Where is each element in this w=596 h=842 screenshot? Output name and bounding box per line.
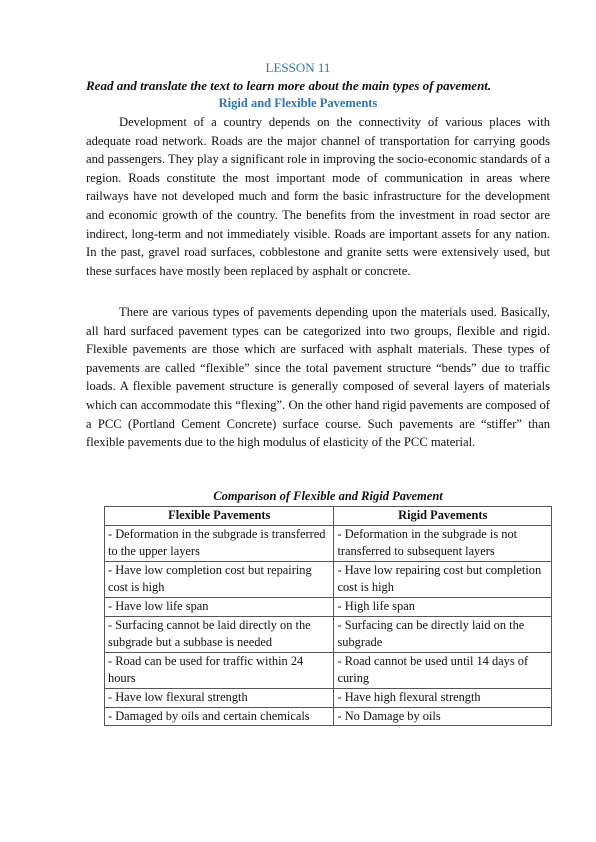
header-rigid: Rigid Pavements [334, 507, 552, 526]
cell-flexible: - Damaged by oils and certain chemicals [105, 707, 334, 726]
comparison-table [104, 506, 552, 726]
table-caption: Comparison of Flexible and Rigid Pavement [213, 489, 443, 503]
lesson-title: LESSON 11 [265, 60, 331, 75]
cell-rigid: - Road cannot be used until 14 days of curing [334, 652, 552, 688]
table-row [105, 525, 552, 561]
instruction-text: Read and translate the text to learn more about the main types of pavement. [86, 78, 492, 93]
table-row [105, 616, 552, 652]
cell-flexible: - Surfacing cannot be laid directly on the subgrade but a subbase is needed [105, 616, 334, 652]
table-row [105, 597, 552, 616]
table-row [105, 688, 552, 707]
cell-rigid: - Have high flexural strength [334, 688, 552, 707]
cell-flexible: - Have low life span [105, 597, 334, 616]
cell-flexible: - Deformation in the subgrade is transferred to the upper layers [105, 525, 334, 561]
cell-rigid: - Deformation in the subgrade is not transferred to subsequent layers [334, 525, 552, 561]
section-heading: Rigid and Flexible Pavements [218, 96, 378, 110]
cell-rigid: - Have low repairing cost but completion cost is high [334, 561, 552, 597]
table-row [105, 707, 552, 726]
table-row [105, 561, 552, 597]
paragraph-1: Development of a country depends on the connectivity of various places with adequate road network. Roads are the major channel of transportation for carrying goods and passengers. They play a significant role in improving the socio-economic standards of a region. Roads constitute the most important mode of communication in areas where railways have not developed much and form the basic infrastructure for the development and economic growth of the country. The benefits from the investment in road sector are indirect, long-term and not immediately visible. Roads are important assets for any nation. In the past, gravel road surfaces, cobblestone and granite setts were extensively used, but these surfaces have mostly been replaced by asphalt or concrete. [86, 115, 550, 278]
cell-rigid: - No Damage by oils [334, 707, 552, 726]
cell-flexible: - Road can be used for traffic within 24 hours [105, 652, 334, 688]
header-flexible: Flexible Pavements [105, 507, 334, 526]
paragraph-2: There are various types of pavements depending upon the materials used. Basically, all hard surfaced pavement types can be categorized into two groups, flexible and rigid. Flexible pavements are those which are surfaced with asphalt materials. These types of pavements are called “flexible” since the total pavement structure “bends” due to traffic loads. A flexible pavement structure is generally composed of several layers of materials which can accommodate this “flexing”. On the other hand rigid pavements are composed of a PCC (Portland Cement Concrete) surface course. Such pavements are “stiffer” than flexible pavements due to the high modulus of elasticity of the PCC material. [86, 305, 550, 450]
cell-rigid: - Surfacing can be directly laid on the subgrade [334, 616, 552, 652]
cell-flexible: - Have low flexural strength [105, 688, 334, 707]
cell-rigid: - High life span [334, 597, 552, 616]
cell-flexible: - Have low completion cost but repairing cost is high [105, 561, 334, 597]
table-header-row [105, 507, 552, 526]
table-row [105, 652, 552, 688]
